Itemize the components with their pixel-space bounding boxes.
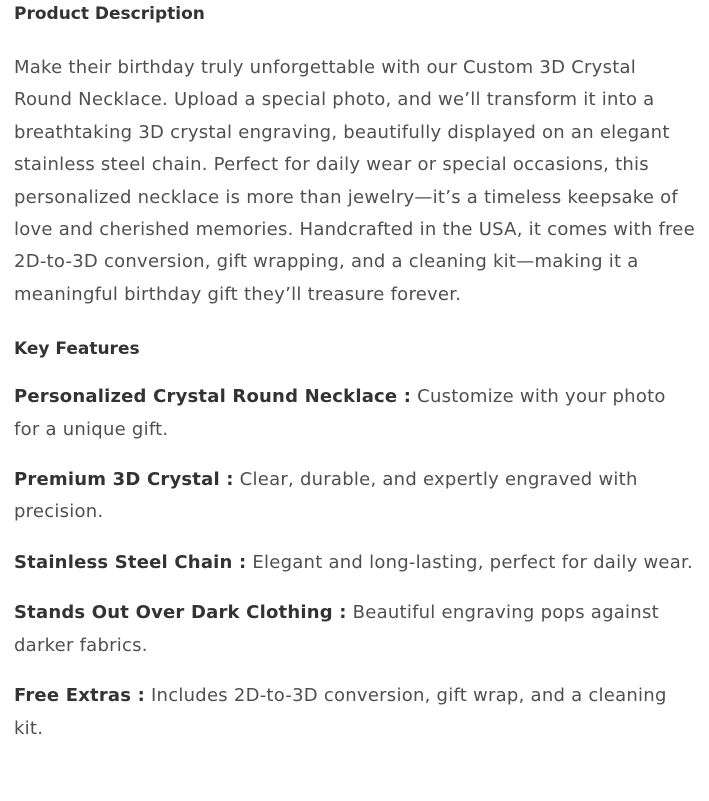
feature-item xyxy=(14,547,695,579)
feature-title: Stainless Steel Chain : xyxy=(14,551,247,573)
feature-text: Clear, durable, and expertly engraved with precision. xyxy=(14,469,638,523)
feature-item xyxy=(14,680,695,745)
description-heading: Product Description xyxy=(14,4,205,24)
feature-text: Elegant and long-lasting, perfect for daily wear. xyxy=(246,551,693,573)
key-features-heading: Key Features xyxy=(14,339,140,360)
description-paragraph: Make their birthday truly unforgettable with our Custom 3D Crystal Round Necklace. Upload a special photo, and we’ll transform it into a breathtaking 3D crystal engraving, beautifully displayed on an elegant stainless steel chain. Perfect for daily wear or special occasions, this personalized necklace is more than jewelry—it’s a timeless keepsake of love and cherished memories. Handcrafted in the USA, it comes with free 2D-to-3D conversion, gift wrapping, and a cleaning kit—making it a meaningful birthday gift they’ll treasure forever. xyxy=(14,57,695,305)
feature-title: Personalized Crystal Round Necklace : xyxy=(14,386,412,408)
feature-item xyxy=(14,464,695,529)
feature-text: Customize with your photo for a unique gift. xyxy=(14,386,666,440)
feature-item xyxy=(14,597,695,662)
feature-title: Free Extras : xyxy=(14,685,146,707)
feature-text: Beautiful engraving pops against darker fabrics. xyxy=(14,602,659,656)
feature-item xyxy=(14,381,695,446)
feature-text: Includes 2D-to-3D conversion, gift wrap, and a cleaning kit. xyxy=(14,685,667,739)
feature-title: Stands Out Over Dark Clothing : xyxy=(14,602,347,624)
feature-title: Premium 3D Crystal : xyxy=(14,469,234,491)
